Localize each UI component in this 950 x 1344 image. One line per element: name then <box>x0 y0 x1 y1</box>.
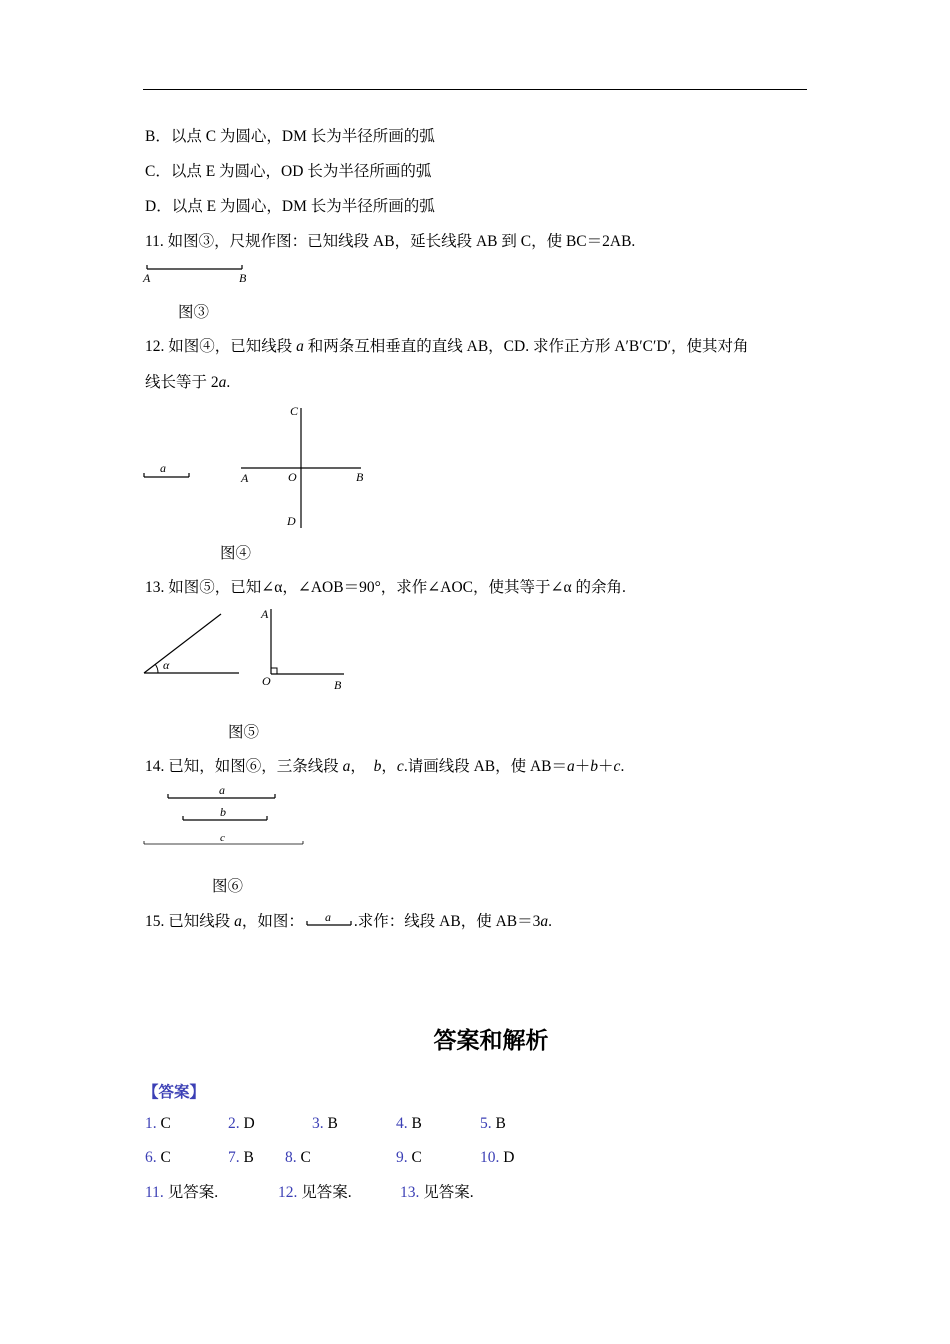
answer-11-num: 11. <box>145 1184 164 1201</box>
q15-text-3: .求作：线段 AB，使 AB＝3 <box>353 913 541 930</box>
q14-plus-2: ＋ <box>598 758 614 775</box>
answer-9 <box>396 1148 422 1168</box>
answers-title: 答案和解析 <box>433 1028 549 1054</box>
q15-var-a: a <box>234 913 242 930</box>
q14-plus-1: ＋ <box>574 758 591 775</box>
q15-inline-label-a: a <box>324 910 331 924</box>
q14-var-c: c <box>396 758 404 775</box>
header-rule <box>143 89 807 90</box>
answer-12-value: 见答案. <box>297 1184 352 1201</box>
q14-var-a: a <box>342 758 351 775</box>
q14-sep-2: ， <box>381 758 397 775</box>
fig5-label-alpha: α <box>163 658 170 672</box>
q14-text-2: .请画线段 AB，使 AB＝ <box>403 758 568 775</box>
figure-4-caption: 图④ <box>220 545 252 562</box>
answer-10-num: 10. <box>480 1149 500 1166</box>
figure-5 <box>140 603 360 698</box>
figure-6-caption: 图⑥ <box>212 878 244 895</box>
figure-6 <box>140 782 315 852</box>
fig4-label-a: a <box>160 461 166 475</box>
q14-expr-a: a <box>567 758 575 775</box>
option-b: B．以点 C 为圆心，DM 长为半径所画的弧 <box>145 128 435 145</box>
answer-13-num: 13. <box>400 1184 420 1201</box>
q14-text-1: 14. 已知，如图⑥，三条线段 <box>145 758 343 775</box>
answer-7 <box>228 1148 254 1168</box>
q12-var-a: a <box>296 338 304 355</box>
answer-10-value: D <box>499 1149 515 1166</box>
answer-5-num: 5. <box>480 1115 492 1132</box>
answer-10 <box>480 1148 514 1168</box>
fig4-label-o: O <box>288 470 297 484</box>
answer-11 <box>145 1183 218 1203</box>
q12-line2-suffix: . <box>226 374 231 391</box>
question-14 <box>145 757 624 777</box>
answer-8-value: C <box>296 1149 311 1166</box>
fig5-label-b: B <box>334 678 342 692</box>
fig4-label-c: C <box>290 404 299 418</box>
answer-2-num: 2. <box>228 1115 240 1132</box>
fig3-label-b: B <box>239 271 247 285</box>
answer-6-num: 6. <box>145 1149 157 1166</box>
answer-5-value: B <box>491 1115 506 1132</box>
q15-text-1: 15. 已知线段 <box>145 913 235 930</box>
fig3-label-a: A <box>143 271 151 285</box>
q15-end: . <box>548 913 552 930</box>
fig4-label-a-point: A <box>241 471 249 485</box>
question-15 <box>145 910 552 932</box>
q14-expr-c: c <box>613 758 621 775</box>
answer-9-num: 9. <box>396 1149 408 1166</box>
answer-13 <box>400 1183 474 1203</box>
question-13: 13. 如图⑤，已知∠α，∠AOB＝90°，求作∠AOC，使其等于∠α 的余角. <box>145 579 626 596</box>
answer-7-value: B <box>239 1149 254 1166</box>
answer-12-num: 12. <box>278 1184 298 1201</box>
option-c: C．以点 E 为圆心，OD 长为半径所画的弧 <box>145 163 432 180</box>
answer-8 <box>285 1148 311 1168</box>
answer-6 <box>145 1148 171 1168</box>
q12-text-2: 和两条互相垂直的直线 AB，CD. 求作正方形 A′B′C′D′，使其对角 <box>303 338 749 355</box>
fig6-label-a: a <box>219 783 225 797</box>
figure-4 <box>140 400 380 535</box>
fig4-label-d: D <box>287 514 296 528</box>
answer-6-value: C <box>156 1149 171 1166</box>
answer-12 <box>278 1183 352 1203</box>
answer-13-value: 见答案. <box>419 1184 474 1201</box>
q14-var-b: b <box>373 758 382 775</box>
figure-3-segment-ab <box>140 260 260 290</box>
question-12-line2 <box>145 373 230 393</box>
answer-3-value: B <box>323 1115 338 1132</box>
answer-4-num: 4. <box>396 1115 408 1132</box>
answer-3-num: 3. <box>312 1115 324 1132</box>
answer-3 <box>312 1114 338 1134</box>
q14-end: . <box>620 758 625 775</box>
q12-line2-var: a <box>218 374 227 391</box>
fig5-label-a: A <box>261 607 269 621</box>
question-12-line1 <box>145 337 748 357</box>
answer-8-num: 8. <box>285 1149 297 1166</box>
answer-1-value: C <box>156 1115 171 1132</box>
figure-3-caption: 图③ <box>178 304 210 321</box>
answer-5 <box>480 1114 506 1134</box>
answer-1-num: 1. <box>145 1115 157 1132</box>
answer-9-value: C <box>407 1149 422 1166</box>
answer-4-value: B <box>407 1115 422 1132</box>
q14-expr-b: b <box>590 758 599 775</box>
q12-line2-prefix: 线长等于 2 <box>145 374 219 391</box>
answer-2 <box>228 1114 255 1134</box>
answer-11-value: 见答案. <box>163 1184 219 1201</box>
q15-text-2: ，如图： <box>241 913 304 930</box>
fig6-label-c: c <box>220 832 225 844</box>
fig4-label-b: B <box>356 470 364 484</box>
answers-heading: 【答案】 <box>143 1083 206 1101</box>
q15-inline-segment <box>304 910 354 930</box>
answer-7-num: 7. <box>228 1149 240 1166</box>
answer-2-value: D <box>239 1115 255 1132</box>
answer-4 <box>396 1114 422 1134</box>
option-d: D．以点 E 为圆心，DM 长为半径所画的弧 <box>145 198 435 215</box>
q12-text-1: 12. 如图④，已知线段 <box>145 338 297 355</box>
q15-var-a-2: a <box>540 913 549 930</box>
answer-1 <box>145 1114 171 1134</box>
figure-5-caption: 图⑤ <box>228 724 260 741</box>
fig5-label-o: O <box>262 674 271 688</box>
q14-sep-1: ， <box>350 758 374 775</box>
fig6-label-b: b <box>220 805 226 819</box>
question-11: 11. 如图③，尺规作图：已知线段 AB，延长线段 AB 到 C，使 BC＝2AB. <box>145 233 636 250</box>
